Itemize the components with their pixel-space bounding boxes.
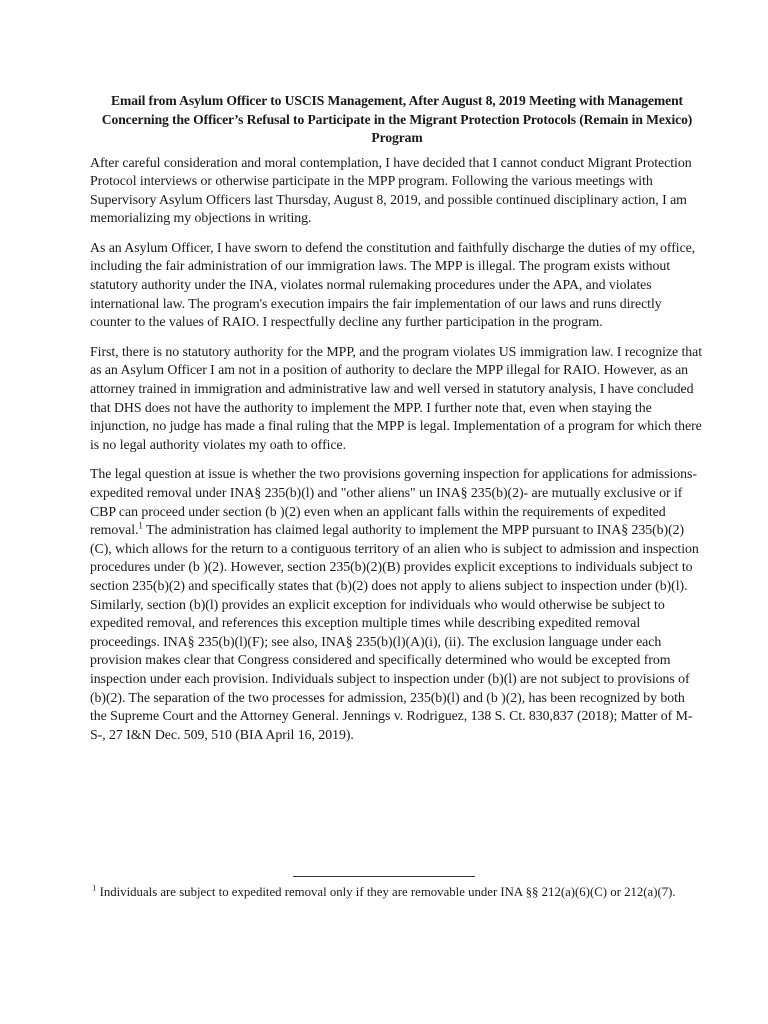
paragraph-2: As an Asylum Officer, I have sworn to defend the constitution and faithfully discharge the duties of my office, including the fair administration of our immigration laws. The MPP is illegal. The program exists without statutory authority under the INA, violates normal rulemaking procedures under the APA, and violates international law. The program's execution impairs the fair implementation of our laws and runs directly counter to the values of RAIO. I respectfully decline any further participation in the program. <box>90 239 696 330</box>
document-title: Email from Asylum Officer to USCIS Management, After August 8, 2019 Meeting with Management Concerning the Officer’s Refusal to Participate in the Migrant Protection Protocols (Remain in Mexico) Program <box>101 93 693 145</box>
footnote-text: Individuals are subject to expedited removal only if they are removable under INA §§ 212(a)(6)(C) or 212(a)(7). <box>96 885 676 899</box>
paragraph-4 <box>90 465 704 744</box>
paragraph-4-text-part2: The administration has claimed legal authority to implement the MPP pursuant to INA§ 235(b)(2)(C), which allows for the return to a contiguous territory of an alien who is subject to admission and inspection procedures under (b )(2). However, section 235(b)(2)(B) provides explicit exceptions to individuals subject to section 235(b)(2) and specifically states that (b)(2) does not apply to aliens subject to inspection under (b)(l). Similarly, section (b)(l) provides an explicit exception for individuals who would otherwise be subject to expedited removal, and references this exception multiple times while describing expedited removal proceedings. INA§ 235(b)(l)(F); see also, INA§ 235(b)(l)(A)(i), (ii). The exclusion language under each provision makes clear that Congress considered and specifically determined who would be excepted from inspection under each provision. Individuals subject to inspection under (b)(l) are not subject to provisions of (b)(2). The separation of the two processes for admission, 235(b)(l) and (b )(2), has been recognized by both the Supreme Court and the Attorney General. Jennings v. Rodriguez, 138 S. Ct. 830,837 (2018); Matter of M-S-, 27 I&N Dec. 509, 510 (BIA April 16, 2019). <box>90 522 699 742</box>
footnote-marker: 1 <box>92 883 97 893</box>
paragraph-3: First, there is no statutory authority for the MPP, and the program violates US immigration law. I recognize that as an Asylum Officer I am not in a position of authority to declare the MPP illegal for RAIO. However, as an attorney trained in immigration and administrative law and well versed in statutory analysis, I have concluded that DHS does not have the authority to implement the MPP. I further note that, even when staying the injunction, no judge has made a final ruling that the MPP is legal. Implementation of a program for which there is no legal authority violates my oath to office. <box>90 343 703 452</box>
footnote-reference[interactable]: 1 <box>138 520 143 531</box>
document-page <box>90 92 704 755</box>
footnote-separator <box>293 876 475 877</box>
footnote <box>90 884 678 901</box>
paragraph-4-text-part1: The legal question at issue is whether the two provisions governing inspection for applications for admissions-expedited removal under INA§ 235(b)(l) and "other aliens" un INA§ 235(b)(2)- are mutually exclusive or if CBP can proceed under section (b )(2) even when an applicant falls within the requirements of expedited removal. <box>90 466 697 538</box>
paragraph-1: After careful consideration and moral contemplation, I have decided that I cannot conduct Migrant Protection Protocol interviews or otherwise participate in the MPP program. Following the various meetings with Supervisory Asylum Officers last Thursday, August 8, 2019, and possible continued disciplinary action, I am memorializing my objections in writing. <box>90 154 692 226</box>
